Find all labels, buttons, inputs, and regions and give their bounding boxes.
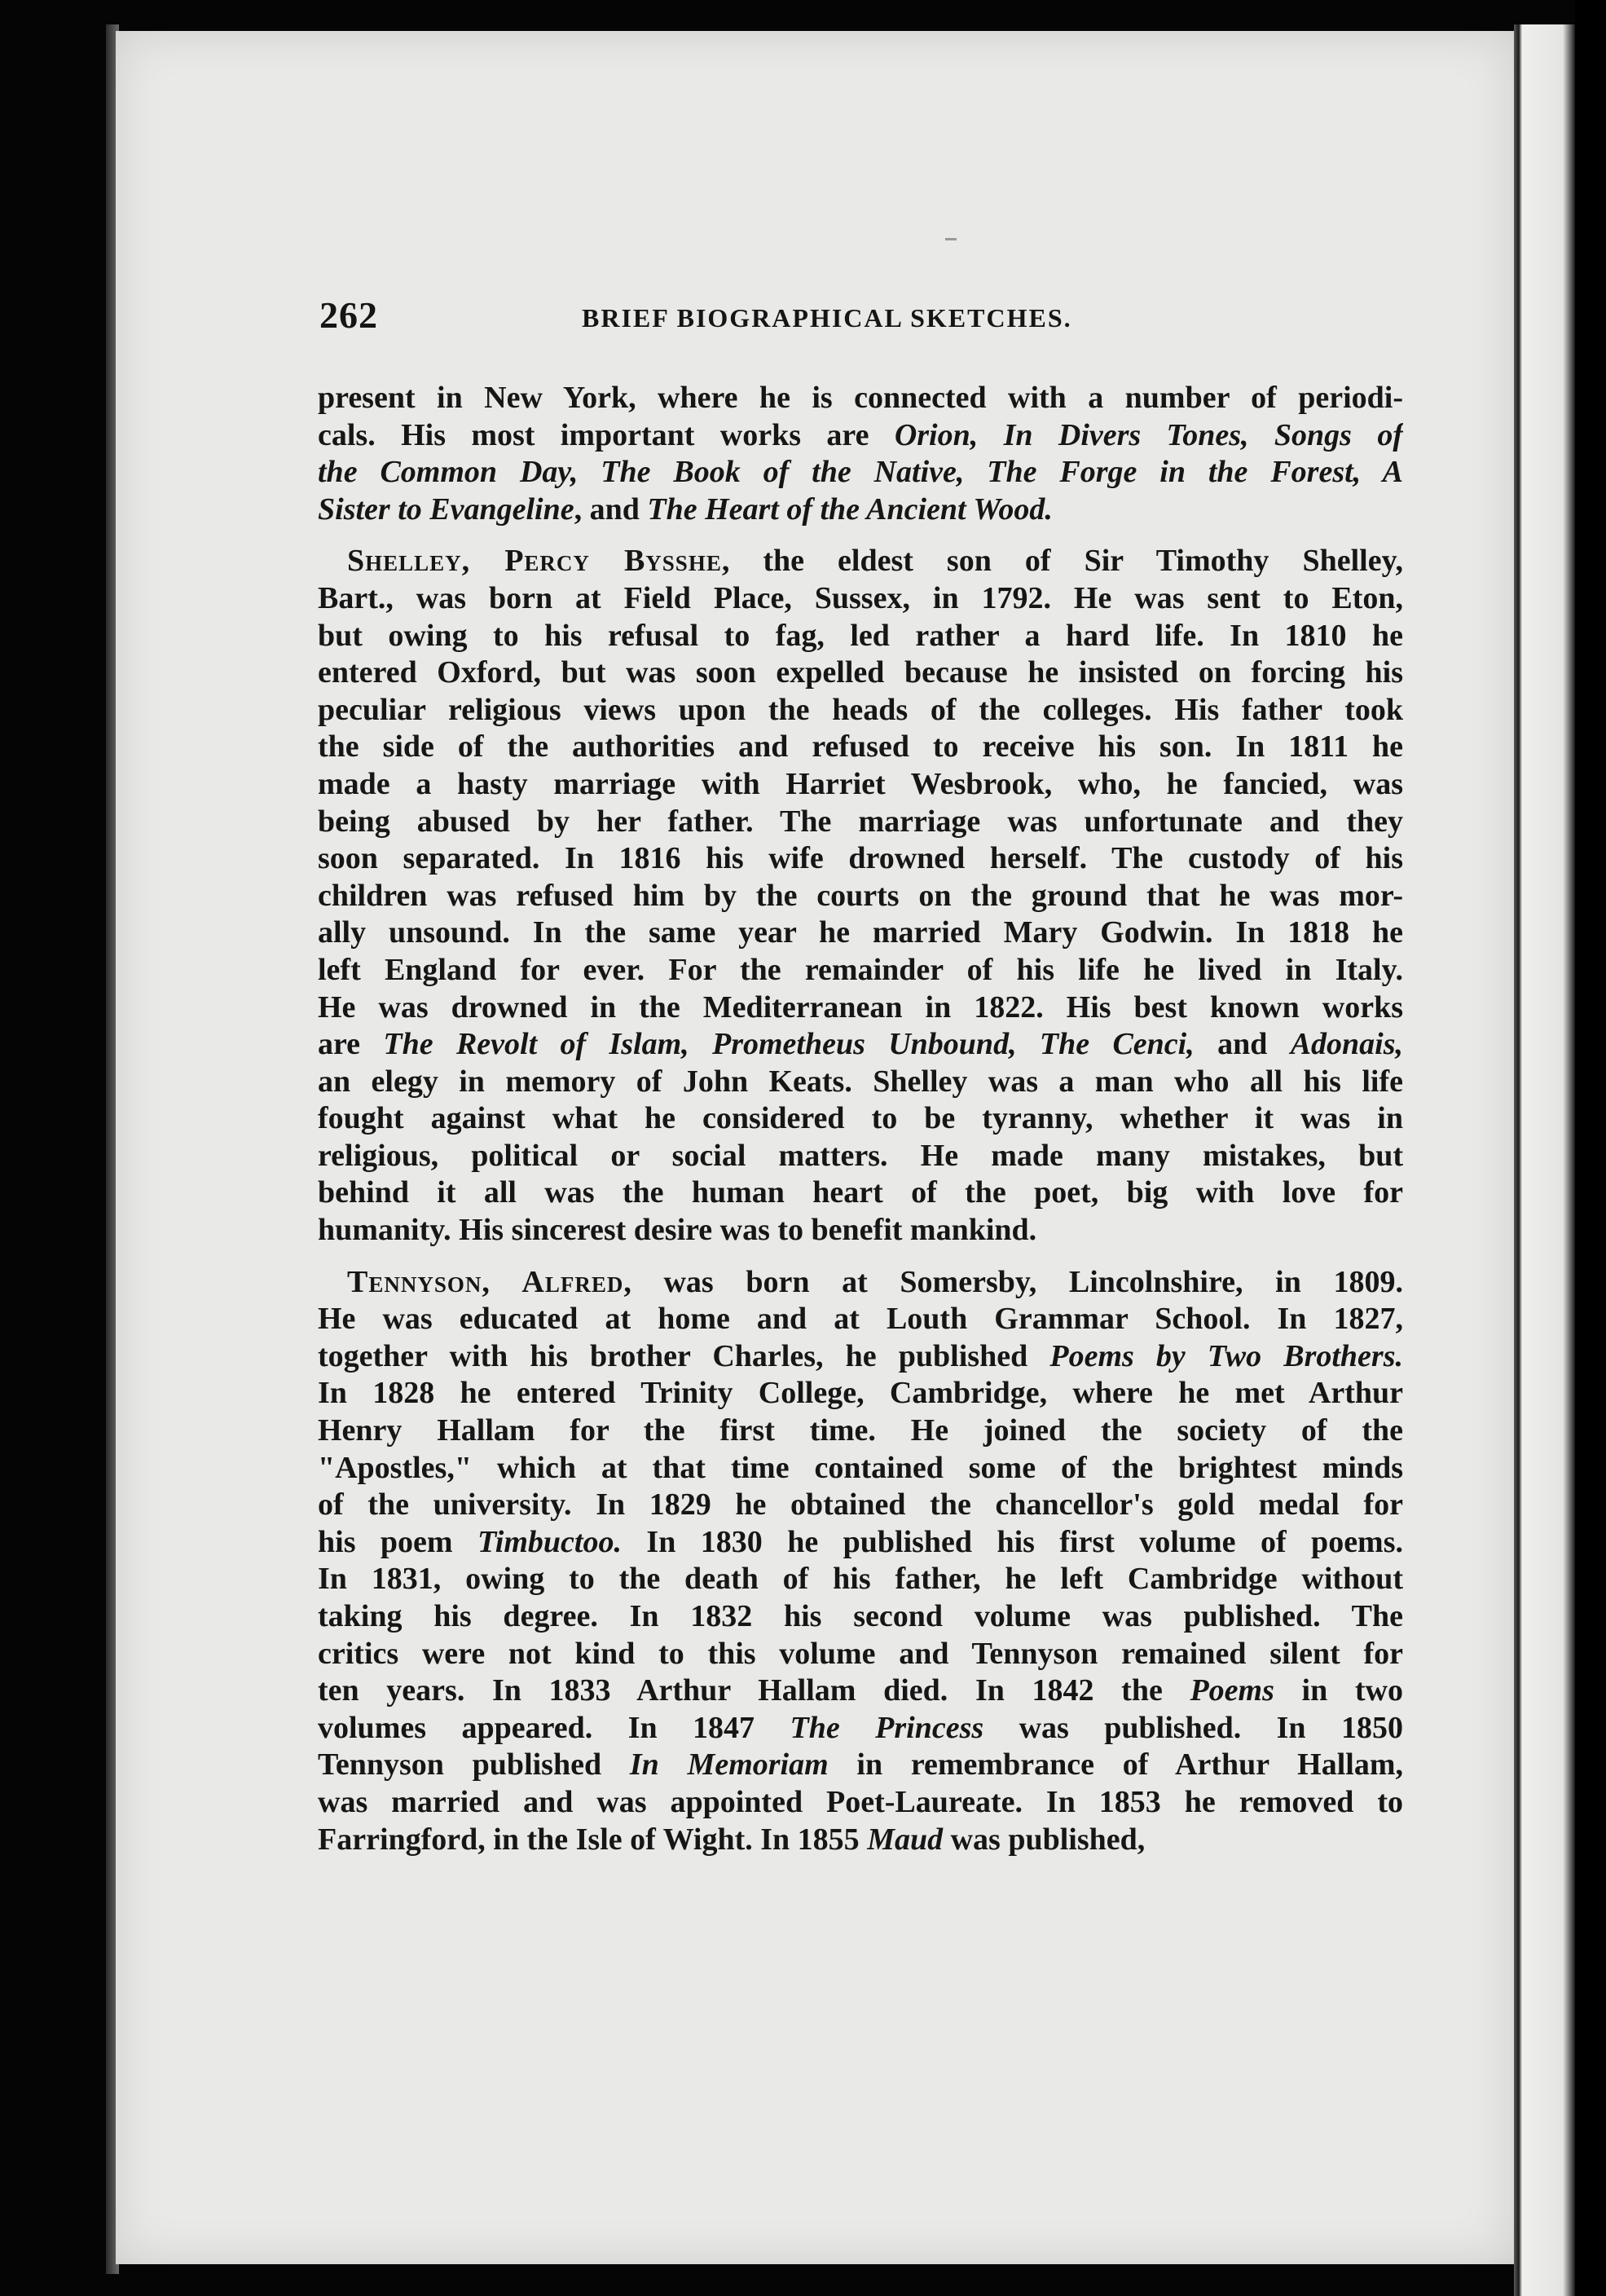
text-run: fought against what he considered to be tyranny, whether it was in	[318, 1101, 1403, 1136]
text-run: Henry Hallam for the first time. He joined the society of the	[318, 1413, 1403, 1448]
text-run: his poem	[318, 1524, 477, 1559]
text-line-shelley	[318, 692, 1403, 729]
text-run: and	[1194, 1027, 1291, 1062]
text-run: Sister to Evangeline	[318, 491, 574, 527]
text-run: In 1831, owing to the death of his father, he left Cambridge without	[318, 1562, 1403, 1597]
paragraph-gap	[318, 528, 1403, 543]
text-run: Timbuctoo.	[477, 1524, 622, 1559]
text-run: , was born at Somersby, Lincolnshire, in 1809.	[623, 1264, 1403, 1299]
text-run: Tennyson published	[318, 1747, 630, 1783]
text-run: together with his brother Charles, he published	[318, 1338, 1050, 1373]
text-run: was married and was appointed Poet-Laureate. In 1853 he removed to	[318, 1784, 1403, 1819]
text-line-shelley	[318, 1064, 1403, 1101]
text-run: humanity. His sincerest desire was to benefit mankind.	[318, 1213, 1037, 1248]
page-right-gutter	[1514, 24, 1575, 2296]
text-line-shelley	[318, 914, 1403, 952]
text-run: behind it all was the human heart of the poet, big with love for	[318, 1175, 1403, 1210]
text-run: Farringford, in the Isle of Wight. In 1855	[318, 1822, 868, 1857]
text-run: entered Oxford, but was soon expelled because he insisted on forcing his	[318, 655, 1403, 690]
text-run: , the eldest son of Sir Timothy Shelley,	[721, 544, 1403, 579]
page-number: 262	[319, 294, 378, 336]
text-line-shelley	[318, 1026, 1403, 1064]
text-line-shelley	[318, 840, 1403, 878]
text-line-shelley	[318, 1212, 1403, 1249]
text-run: being abused by her father. The marriage was unfortunate and they	[318, 804, 1403, 839]
page-mark	[945, 238, 957, 240]
text-run: He was drowned in the Mediterranean in 1822. His best known works	[318, 989, 1403, 1025]
scan-border-right	[1575, 0, 1606, 2296]
text-line-shelley	[318, 618, 1403, 655]
text-run: Tennyson, Alfred	[347, 1264, 624, 1299]
text-run: The Revolt of Islam, Prometheus Unbound, The Cenci,	[383, 1027, 1195, 1062]
text-line-shelley	[318, 729, 1403, 766]
text-run: critics were not kind to this volume and Tennyson remained silent for	[318, 1636, 1403, 1671]
text-run: Bart., was born at Field Place, Sussex, in 1792. He was sent to Eton,	[318, 580, 1403, 615]
text-line-shelley	[318, 580, 1403, 618]
text-run: ten years. In 1833 Arthur Hallam died. In 1842 the	[318, 1673, 1190, 1708]
text-line-tennyson	[318, 1598, 1403, 1636]
text-run: taking his degree. In 1832 his second volume was published. The	[318, 1599, 1403, 1633]
text-run: Shelley, Percy Bysshe	[347, 544, 722, 579]
text-run: present in New York, where he is connected with a number of periodi-	[318, 381, 1403, 415]
text-line-shelley	[318, 543, 1403, 580]
text-line-tennyson	[318, 1822, 1403, 1859]
text-line-shelley	[318, 1174, 1403, 1212]
text-run: The Heart of the Ancient Wood.	[647, 491, 1053, 527]
text-line-tennyson	[318, 1524, 1403, 1562]
text-run: He was educated at home and at Louth Grammar School. In 1827,	[318, 1302, 1403, 1337]
text-run: "Apostles," which at that time contained some of the brightest minds	[318, 1450, 1403, 1485]
text-line-tennyson	[318, 1710, 1403, 1747]
text-line-tennyson	[318, 1784, 1403, 1822]
text-run: of the university. In 1829 he obtained the chancellor's gold medal for	[318, 1487, 1403, 1523]
text-run: was published. In 1850	[983, 1710, 1403, 1745]
text-run: Adonais,	[1290, 1027, 1403, 1062]
text-run: in two	[1274, 1673, 1403, 1708]
text-run: in remembrance of Arthur Hallam,	[828, 1747, 1403, 1783]
text-line-continuation	[318, 380, 1403, 417]
text-run: , and	[574, 491, 648, 527]
text-run: left England for ever. For the remainder of his life he lived in Italy.	[318, 952, 1403, 987]
text-line-shelley	[318, 1138, 1403, 1175]
text-run: an elegy in memory of John Keats. Shelley was a man who all his life	[318, 1064, 1403, 1099]
text-line-tennyson	[318, 1264, 1403, 1302]
running-head	[319, 293, 1403, 342]
text-run: peculiar religious views upon the heads of the colleges. His father took	[318, 692, 1403, 727]
text-line-continuation	[318, 417, 1403, 455]
text-run: religious, political or social matters. He made many mistakes, but	[318, 1138, 1403, 1173]
text-line-tennyson	[318, 1487, 1403, 1524]
text-line-tennyson	[318, 1450, 1403, 1487]
text-run: the Common Day, The Book of the Native, The Forge in the Forest, A	[318, 455, 1403, 490]
text-run: Maud	[867, 1822, 944, 1857]
text-line-tennyson	[318, 1338, 1403, 1376]
text-run: Poems	[1190, 1673, 1274, 1708]
body-text	[318, 380, 1403, 1858]
text-run: In Memoriam	[629, 1747, 829, 1783]
text-run: but owing to his refusal to fag, led rather a hard life. In 1810 he	[318, 618, 1403, 653]
text-line-shelley	[318, 989, 1403, 1027]
text-run: ally unsound. In the same year he married Mary Godwin. In 1818 he	[318, 915, 1403, 950]
text-run: volumes appeared. In 1847	[318, 1710, 790, 1745]
text-run: The Princess	[790, 1710, 984, 1745]
text-line-continuation	[318, 491, 1403, 529]
text-run: In 1830 he published his first volume of poems.	[621, 1524, 1403, 1559]
text-run: Orion, In Divers Tones, Songs of	[894, 417, 1403, 452]
text-line-shelley	[318, 878, 1403, 915]
text-run: In 1828 he entered Trinity College, Cambridge, where he met Arthur	[318, 1376, 1403, 1411]
text-line-tennyson	[318, 1375, 1403, 1412]
text-run: soon separated. In 1816 his wife drowned herself. The custody of his	[318, 841, 1403, 876]
text-line-shelley	[318, 952, 1403, 989]
text-line-tennyson	[318, 1747, 1403, 1784]
text-run: are	[318, 1027, 384, 1062]
text-line-shelley	[318, 1100, 1403, 1138]
text-run: made a hasty marriage with Harriet Wesbrook, who, he fancied, was	[318, 766, 1403, 801]
running-head-title: BRIEF BIOGRAPHICAL SKETCHES.	[582, 303, 1072, 333]
text-run: children was refused him by the courts on the ground that he was mor-	[318, 878, 1403, 913]
text-line-tennyson	[318, 1412, 1403, 1450]
text-line-continuation	[318, 454, 1403, 491]
text-run: cals. His most important works are	[318, 417, 895, 452]
text-run: Poems by Two Brothers.	[1049, 1338, 1403, 1373]
text-line-tennyson	[318, 1672, 1403, 1710]
text-run: the side of the authorities and refused to receive his son. In 1811 he	[318, 729, 1403, 765]
text-run: was published,	[943, 1822, 1146, 1857]
text-line-shelley	[318, 654, 1403, 692]
paragraph-gap	[318, 1249, 1403, 1264]
text-line-tennyson	[318, 1301, 1403, 1338]
text-line-shelley	[318, 804, 1403, 841]
text-line-shelley	[318, 766, 1403, 804]
text-line-tennyson	[318, 1636, 1403, 1673]
text-line-tennyson	[318, 1561, 1403, 1598]
